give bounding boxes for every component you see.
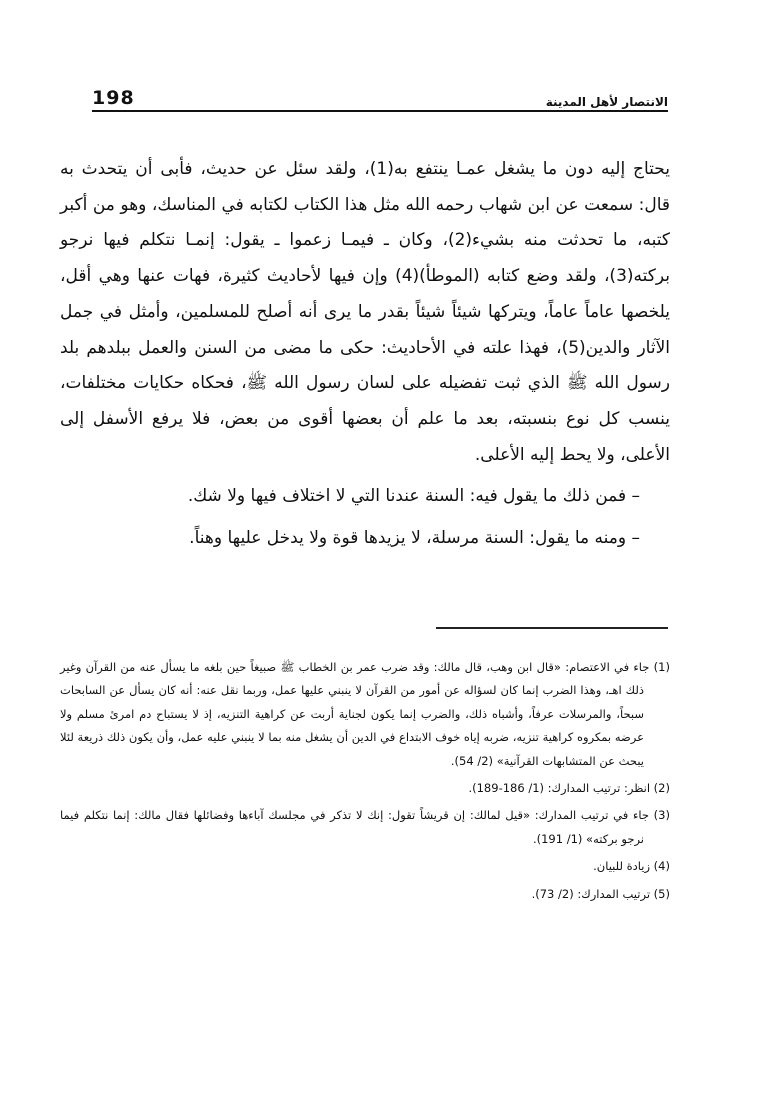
bullet-item: – ومنه ما يقول: السنة مرسلة، لا يزيدها قوة ولا يدخل عليها وهناً. [189, 528, 640, 549]
footnote-5: (5) ترتيب المدارك: (2/ 73). [531, 886, 670, 901]
footnote-3: (3) جاء في ترتيب المدارك: «قيل لمالك: إن قريشاً تقول: إنك لا تذكر في مجلسك آباءها وفضائلها فقال مالك: إنما نتكلم فيما نرجو بركته» (1/ 191). [60, 808, 670, 846]
footnotes [60, 656, 670, 910]
footnote-4: (4) زيادة للبيان. [593, 859, 670, 874]
running-title: الانتصار لأهل المدينة [545, 95, 668, 109]
header-rule [92, 110, 668, 112]
page-number: 198 [92, 87, 135, 109]
footnote-separator [436, 627, 668, 629]
main-text [60, 152, 670, 557]
footnote-2: (2) انظر: ترتيب المدارك: (1/ 186-189). [468, 781, 670, 796]
footnote-1: (1) جاء في الاعتصام: «قال ابن وهب، قال مالك: وقد ضرب عمر بن الخطاب ﷺ صبيغاً حين بلغه ما يسأل عنه من القرآن وغير ذلك اهـ، وهذا الضرب إنما كان لسؤاله عن أمور من القرآن لا ينبني عليها عمل، وربما نقل عنه: أنه كان يسأل عن السابحات سبحاً، والمرسلات عرفاً، وأشباه ذلك، والضرب إنما يكون لجناية أربت عن كراهية التنزيه، إذ لا يستباح دم امرئ مسلم ولا عرضه بمكروه كراهية تنزيه، ضربه إياه خوف الابتداع في الدين أن يشغل منه بما لا ينبني عليه عمل، وأن يكون ذلك ذريعة لئلا يبحث عن المتشابهات القرآنية» (2/ 54). [60, 660, 670, 768]
bullet-item: – فمن ذلك ما يقول فيه: السنة عندنا التي لا اختلاف فيها ولا شك. [187, 486, 640, 507]
running-head [92, 78, 668, 108]
body-paragraph: يحتاج إليه دون ما يشغل عمـا ينتفع به(1)، ولقد سئل عن حديث، فأبى أن يتحدث به قال: سمعت عن ابن شهاب رحمه الله مثل هذا الكتاب لكتابه في المناسك، وهو من أكبر كتبه، ما تحدثت منه بشيء(2)، وكان ـ فيمـا زعموا ـ يقول: إنمـا نتكلم فيها نرجو بركته(3)، ولقد وضع كتابه (الموطأ)(4) وإن فيها لأحاديث كثيرة، فهات عنها وهي أقل، يلخصها عاماً عاماً، ويتركها شيئاً شيئاً بقدر ما يرى أنه أصلح للمسلمين، وأمثل في جمل الآثار والدين(5)، فهذا علته في الأحاديث: حكى ما مضى من السنن والعمل ببلدهم بلد رسول الله ﷺ الذي ثبت تفضيله على لسان رسول الله ﷺ، فحكاه حكايات مختلفات، ينسب كل نوع بنسبته، بعد ما علم أن بعضها أقوى من بعض، فلا يرفع الأسفل إلى الأعلى، ولا يحط إليه الأعلى. [60, 159, 671, 465]
